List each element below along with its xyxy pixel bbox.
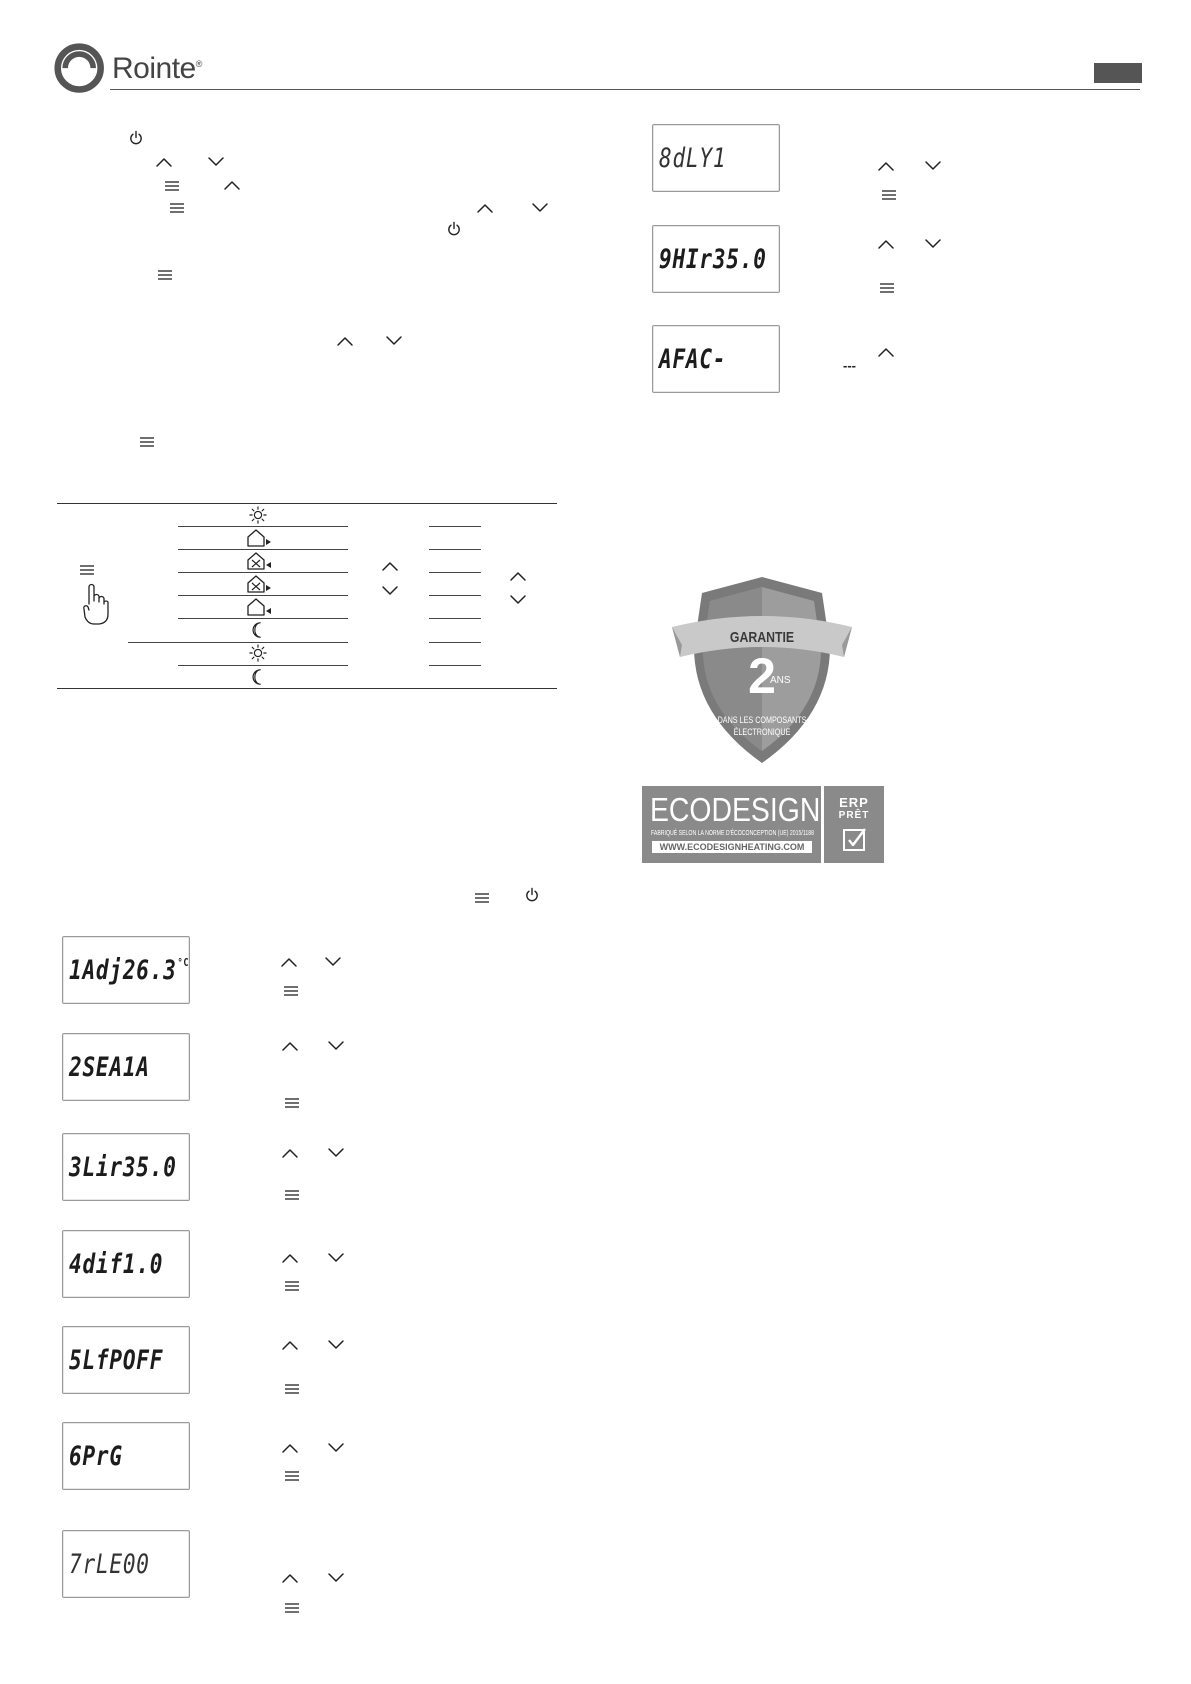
menu-icon xyxy=(283,985,299,997)
menu-icon xyxy=(879,282,895,294)
lcd-screen-factory-reset xyxy=(652,325,780,393)
menu-icon xyxy=(164,180,180,192)
menu-icon xyxy=(881,189,897,201)
ecodesign-subtitle: FABRIQUÉ SELON LA NORME D'ÉCOCONCEPTION (UE) 2015/1188 xyxy=(651,830,814,837)
lcd-value: - xyxy=(712,343,727,375)
chevron-down-icon xyxy=(327,1252,345,1264)
lcd-readout xyxy=(69,937,190,1003)
menu-icon xyxy=(284,1602,300,1614)
lcd-code: AFAC xyxy=(659,343,713,375)
lcd-value: 1 xyxy=(712,142,727,174)
guarantee-line1: DANS LES COMPOSANTS xyxy=(717,715,807,725)
header-rule xyxy=(110,89,1140,90)
lcd-screen-adjust xyxy=(62,936,190,1004)
chevron-up-icon xyxy=(281,1339,299,1351)
lcd-value: OFF xyxy=(122,1344,164,1376)
lcd-code: 6PrG xyxy=(69,1440,123,1472)
table-row-divider xyxy=(178,526,348,527)
menu-icon xyxy=(284,1470,300,1482)
house-icon xyxy=(245,528,273,548)
chevron-up-icon xyxy=(281,1147,299,1159)
lcd-screen-high-limit xyxy=(652,225,780,293)
menu-icon xyxy=(284,1189,300,1201)
brand-name: Rointe® xyxy=(112,52,202,85)
lcd-code: 8dLY xyxy=(659,142,713,174)
lcd-value: 1.0 xyxy=(122,1248,164,1280)
sun-icon xyxy=(249,644,267,662)
lcd-readout xyxy=(69,1327,164,1393)
menu-icon xyxy=(157,269,173,281)
lcd-readout xyxy=(69,1034,158,1100)
chevron-down-icon xyxy=(327,1572,345,1584)
table-value-divider xyxy=(429,642,481,643)
table-row-divider xyxy=(128,642,348,643)
table-value-divider xyxy=(429,618,481,619)
table-value-divider xyxy=(429,526,481,527)
lcd-screen-sleep xyxy=(62,1326,190,1394)
chevron-down-icon xyxy=(327,1040,345,1052)
ecodesign-brand: ECODESIGN xyxy=(650,791,821,828)
guarantee-title: GARANTIE xyxy=(729,629,795,646)
brand-logo-icon xyxy=(54,42,110,96)
chevron-up-icon xyxy=(155,156,173,168)
chevron-down-icon xyxy=(924,238,942,250)
guarantee-badge xyxy=(672,575,852,765)
moon-icon xyxy=(249,667,267,687)
lcd-readout xyxy=(69,1231,164,1297)
chevron-up-icon xyxy=(381,560,399,572)
ecodesign-badge xyxy=(642,786,884,863)
page-tab-marker xyxy=(1094,63,1142,83)
chevron-down-icon xyxy=(324,956,342,968)
chevron-up-icon xyxy=(877,346,895,358)
chevron-down-icon xyxy=(381,585,399,597)
lcd-code: 5LfP xyxy=(69,1344,123,1376)
menu-icon xyxy=(284,1383,300,1395)
lcd-screen-relay xyxy=(62,1530,190,1598)
power-icon xyxy=(128,130,144,146)
menu-icon xyxy=(169,202,185,214)
ecodesign-url: WWW.ECODESIGNHEATING.COM xyxy=(652,841,812,853)
lcd-screen-limit xyxy=(62,1133,190,1201)
chevron-up-icon xyxy=(336,335,354,347)
lcd-readout xyxy=(69,1423,158,1489)
lcd-value: 35.0 xyxy=(122,1151,177,1183)
lcd-screen-delay xyxy=(652,124,780,192)
sun-icon xyxy=(249,506,267,524)
lcd-screen-program xyxy=(62,1422,190,1490)
lcd-screen-differential xyxy=(62,1230,190,1298)
lcd-value: 00 xyxy=(122,1548,150,1580)
chevron-down-icon xyxy=(924,160,942,172)
chevron-up-icon xyxy=(281,1572,299,1584)
menu-icon xyxy=(139,436,155,448)
erp-label: ERP xyxy=(839,795,869,810)
chevron-down-icon xyxy=(327,1147,345,1159)
chevron-up-icon xyxy=(281,1442,299,1454)
table-bottom-rule xyxy=(57,688,557,689)
guarantee-years-unit: ANS xyxy=(770,675,791,686)
lcd-readout xyxy=(69,1531,158,1597)
table-row-divider xyxy=(178,595,348,596)
chevron-down-icon xyxy=(509,594,527,606)
house-away-icon xyxy=(245,551,273,571)
lcd-code: 1Adj xyxy=(69,954,123,986)
chevron-up-icon xyxy=(223,179,241,191)
lcd-readout xyxy=(69,1134,177,1200)
chevron-down-icon xyxy=(385,335,403,347)
lcd-value: 35.0 xyxy=(712,243,767,275)
lcd-code: 9HIr xyxy=(659,243,713,275)
lcd-value: 1A xyxy=(122,1051,150,1083)
chevron-up-icon xyxy=(476,202,494,214)
chevron-up-icon xyxy=(281,1252,299,1264)
house-icon xyxy=(245,597,273,617)
table-row-divider xyxy=(178,618,348,619)
lcd-screen-season xyxy=(62,1033,190,1101)
table-value-divider xyxy=(429,665,481,666)
lcd-code: 7rLE xyxy=(69,1548,123,1580)
guarantee-years: 2 xyxy=(748,648,776,704)
table-value-divider xyxy=(429,572,481,573)
lcd-code: 4dif xyxy=(69,1248,123,1280)
chevron-up-icon xyxy=(280,956,298,968)
chevron-down-icon xyxy=(531,202,549,214)
chevron-down-icon xyxy=(327,1339,345,1351)
lcd-code: 2SEA xyxy=(69,1051,123,1083)
checkbox-check-icon xyxy=(842,826,868,852)
guarantee-line2: ÉLECTRONIQUE xyxy=(733,727,791,737)
table-row-divider xyxy=(178,665,348,666)
lcd-unit: °C xyxy=(177,955,190,969)
lcd-readout xyxy=(659,125,748,191)
power-icon xyxy=(446,221,462,237)
lcd-code: 3Lir xyxy=(69,1151,123,1183)
lcd-value: 26.3 xyxy=(122,954,177,986)
table-top-rule xyxy=(57,503,557,504)
chevron-up-icon xyxy=(281,1040,299,1052)
menu-icon xyxy=(284,1097,300,1109)
table-value-divider xyxy=(429,549,481,550)
chevron-down-icon xyxy=(207,156,225,168)
menu-icon xyxy=(474,892,490,904)
table-row-divider xyxy=(178,549,348,550)
menu-icon xyxy=(284,1280,300,1292)
chevron-down-icon xyxy=(327,1442,345,1454)
lcd-readout xyxy=(659,226,767,292)
menu-icon xyxy=(79,564,95,576)
chevron-up-icon xyxy=(877,238,895,250)
table-value-divider xyxy=(429,595,481,596)
moon-icon xyxy=(249,620,267,640)
lcd-readout xyxy=(659,326,748,392)
table-row-divider xyxy=(178,572,348,573)
chevron-up-icon xyxy=(877,160,895,172)
house-away-icon xyxy=(245,574,273,594)
power-icon xyxy=(524,887,540,903)
erp-ready-label: PRÊT xyxy=(838,810,870,821)
dash-label: --- xyxy=(843,358,856,373)
hand-pointer-icon xyxy=(82,582,110,626)
chevron-up-icon xyxy=(509,570,527,582)
